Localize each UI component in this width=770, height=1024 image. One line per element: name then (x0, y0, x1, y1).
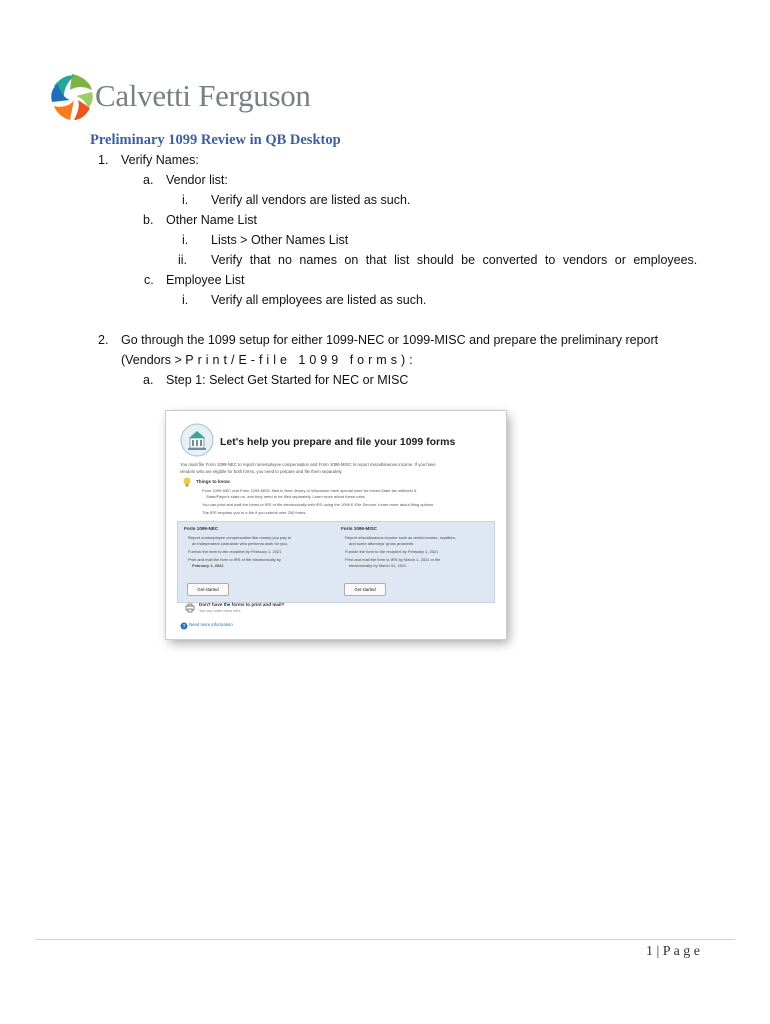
misc-get-started-button[interactable]: Get started (344, 583, 386, 596)
screenshot-intro: vendors who are eligible for both forms, you need to prepare and file them separately. (180, 469, 343, 474)
list-roman: i. (182, 193, 189, 207)
lightbulb-icon (181, 476, 193, 488)
misc-bullet: electronically by March 31, 2021 (349, 563, 407, 568)
svg-text:?: ? (182, 624, 186, 630)
list-item-lists-path: Lists > Other Names List (211, 233, 349, 247)
list-letter: b. (143, 213, 154, 227)
things-item: State/Payer's state no. and they need to be filed separately. Learn more about these rules (206, 494, 365, 499)
list-letter: c. (144, 273, 154, 287)
nec-bullet: Furnish the form to the recipient by February 1, 2021 (188, 549, 282, 554)
forms-question: Don't have the forms to print and mail? (199, 602, 285, 607)
page-number: 1 | P a g e (646, 944, 700, 959)
things-item: Form 1099-NEC and Form 1099-MISC filed in New Jersey or Wisconsin have special rules for boxes State tax withheld & (202, 488, 417, 493)
list-roman: i. (182, 233, 189, 247)
list-letter: a. (143, 173, 154, 187)
misc-bullet: Print and mail the form to IRS by March 1, 2021 or file (345, 557, 441, 562)
list-number: 1. (98, 153, 109, 167)
path-prefix: (Vendors > (121, 353, 186, 367)
nec-bullet: Report nonemployee compensation like money you pay to (188, 535, 291, 540)
embedded-screenshot (166, 411, 506, 639)
logo-mark-icon (50, 72, 94, 122)
footer-divider (35, 939, 735, 940)
building-icon (180, 423, 214, 457)
things-item: The IRS requires you to e-file if you submit over 250 forms. (202, 510, 307, 515)
list-letter: a. (143, 373, 154, 387)
list-number: 2. (98, 333, 109, 347)
list-item-verify-no-names: Verify that no names on that list should be converted to vendors or employees. (211, 253, 698, 267)
screenshot-title: Let's help you prepare and file your 1099 forms (220, 436, 456, 448)
list-item-1099-setup: Go through the 1099 setup for either 1099-NEC or 1099-MISC and prepare the preliminary report (121, 333, 659, 347)
list-item-verify-names: Verify Names: (121, 153, 199, 167)
misc-title: Form 1099-MISC (341, 526, 377, 531)
list-item-step-1: Step 1: Select Get Started for NEC or MISC (166, 373, 409, 387)
list-item-verify-employees: Verify all employees are listed as such. (211, 293, 427, 307)
misc-bullet: and some attorneys' gross proceeds (349, 541, 414, 546)
nec-title: Form 1099-NEC (184, 526, 219, 531)
list-item-other-name-list: Other Name List (166, 213, 258, 227)
need-more-info-link[interactable]: Need more information (189, 622, 233, 627)
screenshot-intro: You must file Form 1099-NEC to report nonemployee compensation and Form 1099-MISC to report miscellaneous income. If you have (180, 462, 436, 467)
nec-bullet: February 1, 2021 (192, 563, 224, 568)
help-icon (180, 622, 188, 630)
list-roman: i. (182, 293, 189, 307)
things-item: You can print and mail the forms to IRS or file electronically with IRS using the 1099 E-File Service. Learn more about filing options (202, 502, 434, 507)
list-item-employee-list: Employee List (166, 273, 245, 287)
misc-bullet: Furnish the form to the recipient by February 1, 2021 (345, 549, 439, 554)
nec-bullet: Print and mail the form to IRS or file electronically by (188, 557, 281, 562)
forms-panel (177, 521, 495, 603)
page-title: Preliminary 1099 Review in QB Desktop (90, 132, 341, 148)
order-forms-link[interactable]: You can order them here (199, 609, 241, 613)
list-roman: ii. (178, 253, 188, 267)
list-item-verify-vendors: Verify all vendors are listed as such. (211, 193, 411, 207)
logo-text: Calvetti Ferguson (95, 78, 311, 113)
printer-icon (185, 603, 195, 613)
nec-get-started-button[interactable]: Get started (187, 583, 229, 596)
nec-bullet: an independent contractor who performs work for you. (192, 541, 288, 546)
list-item-1099-path (121, 353, 417, 367)
list-item-vendor-list: Vendor list: (166, 173, 228, 187)
things-to-know-title: Things to know (196, 479, 230, 484)
path-spaced: Print/E-file 1099 forms): (185, 353, 417, 367)
misc-bullet: Report miscellaneous income such as rental income, royalties, (345, 535, 456, 540)
